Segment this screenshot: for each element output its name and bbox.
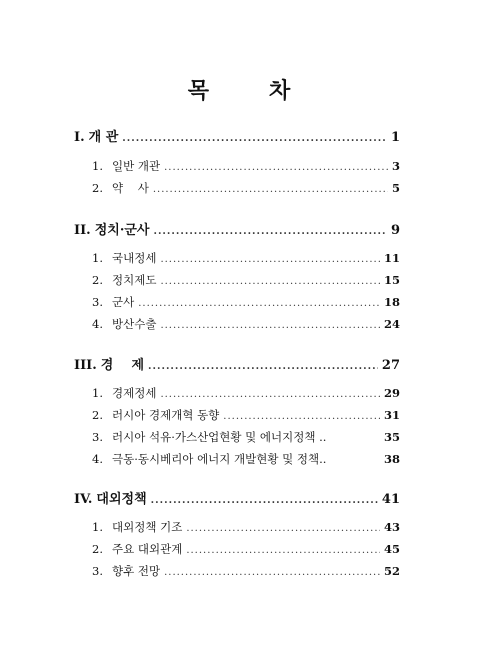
toc-item[interactable] xyxy=(92,541,400,557)
section-title: 정치·군사 xyxy=(94,223,150,238)
toc-section-4[interactable] xyxy=(74,488,400,507)
section-number: III. xyxy=(74,358,97,373)
page-number: 29 xyxy=(383,386,400,400)
item-title: 러시아 석유·가스산업현황 및 에너지정책 .. xyxy=(112,430,327,444)
item-title: 대외정책 기조 xyxy=(112,520,183,534)
section-title: 경 제 xyxy=(100,358,145,373)
leader-dots xyxy=(164,567,380,578)
toc-item[interactable] xyxy=(92,451,400,467)
leader-dots xyxy=(138,298,380,309)
toc-item[interactable] xyxy=(92,158,400,174)
page-number: 43 xyxy=(383,520,400,534)
title-right: 차 xyxy=(269,78,293,104)
page-number: 35 xyxy=(383,430,400,444)
toc-item[interactable] xyxy=(92,563,400,579)
page-number: 38 xyxy=(383,452,400,466)
section-number: I. xyxy=(74,130,85,145)
item-title: 방산수출 xyxy=(112,317,157,331)
section-title: 개 관 xyxy=(88,130,119,145)
page-number: 31 xyxy=(383,408,400,422)
leader-dots xyxy=(160,276,380,287)
section-number: IV. xyxy=(74,492,93,507)
item-number: 1. xyxy=(92,386,103,400)
item-number: 3. xyxy=(92,430,103,444)
item-title: 국내정세 xyxy=(112,251,157,265)
page-number: 1 xyxy=(390,130,400,145)
item-number: 1. xyxy=(92,251,103,265)
section-title: 대외정책 xyxy=(96,492,147,507)
item-number: 3. xyxy=(92,564,103,578)
item-title: 군사 xyxy=(112,295,135,309)
page-number: 18 xyxy=(383,295,400,309)
page-number: 15 xyxy=(383,273,400,287)
item-number: 2. xyxy=(92,542,103,556)
leader-dots xyxy=(186,545,380,556)
page-number: 5 xyxy=(391,181,400,195)
toc-item[interactable] xyxy=(92,519,400,535)
leader-dots xyxy=(223,411,380,422)
toc-section-2[interactable] xyxy=(74,219,400,238)
item-title: 일반 개관 xyxy=(112,159,161,173)
leader-dots xyxy=(160,320,380,331)
item-title: 극동·동시베리아 에너지 개발현황 및 정책.. xyxy=(112,452,327,466)
leader-dots xyxy=(153,226,386,237)
toc-item[interactable] xyxy=(92,272,400,288)
leader-dots xyxy=(164,162,388,173)
item-title: 경제정세 xyxy=(112,386,157,400)
toc-item[interactable] xyxy=(92,250,400,266)
leader-dots xyxy=(153,184,388,195)
page-number: 9 xyxy=(390,223,400,238)
toc-item[interactable] xyxy=(92,316,400,332)
title-left: 목 xyxy=(187,78,211,104)
toc-item[interactable] xyxy=(92,294,400,310)
item-title: 향후 전망 xyxy=(112,564,161,578)
leader-dots xyxy=(186,523,380,534)
leader-dots xyxy=(160,254,380,265)
toc-item[interactable] xyxy=(92,407,400,423)
page-number: 24 xyxy=(383,317,400,331)
leader-dots xyxy=(151,495,378,506)
item-number: 2. xyxy=(92,273,103,287)
item-number: 4. xyxy=(92,452,103,466)
item-number: 2. xyxy=(92,408,103,422)
leader-dots xyxy=(148,361,378,372)
toc-item[interactable] xyxy=(92,429,400,445)
toc-section-1[interactable] xyxy=(74,126,400,145)
leader-dots xyxy=(160,389,380,400)
item-title: 정치제도 xyxy=(112,273,157,287)
item-number: 2. xyxy=(92,181,103,195)
item-title: 주요 대외관계 xyxy=(112,542,183,556)
toc-item[interactable] xyxy=(92,180,400,196)
page-number: 11 xyxy=(383,251,400,265)
page-number: 45 xyxy=(383,542,400,556)
item-number: 4. xyxy=(92,317,103,331)
item-title: 러시아 경제개혁 동향 xyxy=(112,408,220,422)
item-number: 3. xyxy=(92,295,103,309)
page-title xyxy=(0,74,480,105)
page-number: 27 xyxy=(381,358,400,373)
item-title: 약 사 xyxy=(112,181,149,195)
item-number: 1. xyxy=(92,520,103,534)
section-number: II. xyxy=(74,223,91,238)
toc-section-3[interactable] xyxy=(74,354,400,373)
item-number: 1. xyxy=(92,159,103,173)
page-number: 52 xyxy=(383,564,400,578)
page-number: 41 xyxy=(381,492,400,507)
page-number: 3 xyxy=(391,159,400,173)
leader-dots xyxy=(122,133,387,144)
toc-item[interactable] xyxy=(92,385,400,401)
